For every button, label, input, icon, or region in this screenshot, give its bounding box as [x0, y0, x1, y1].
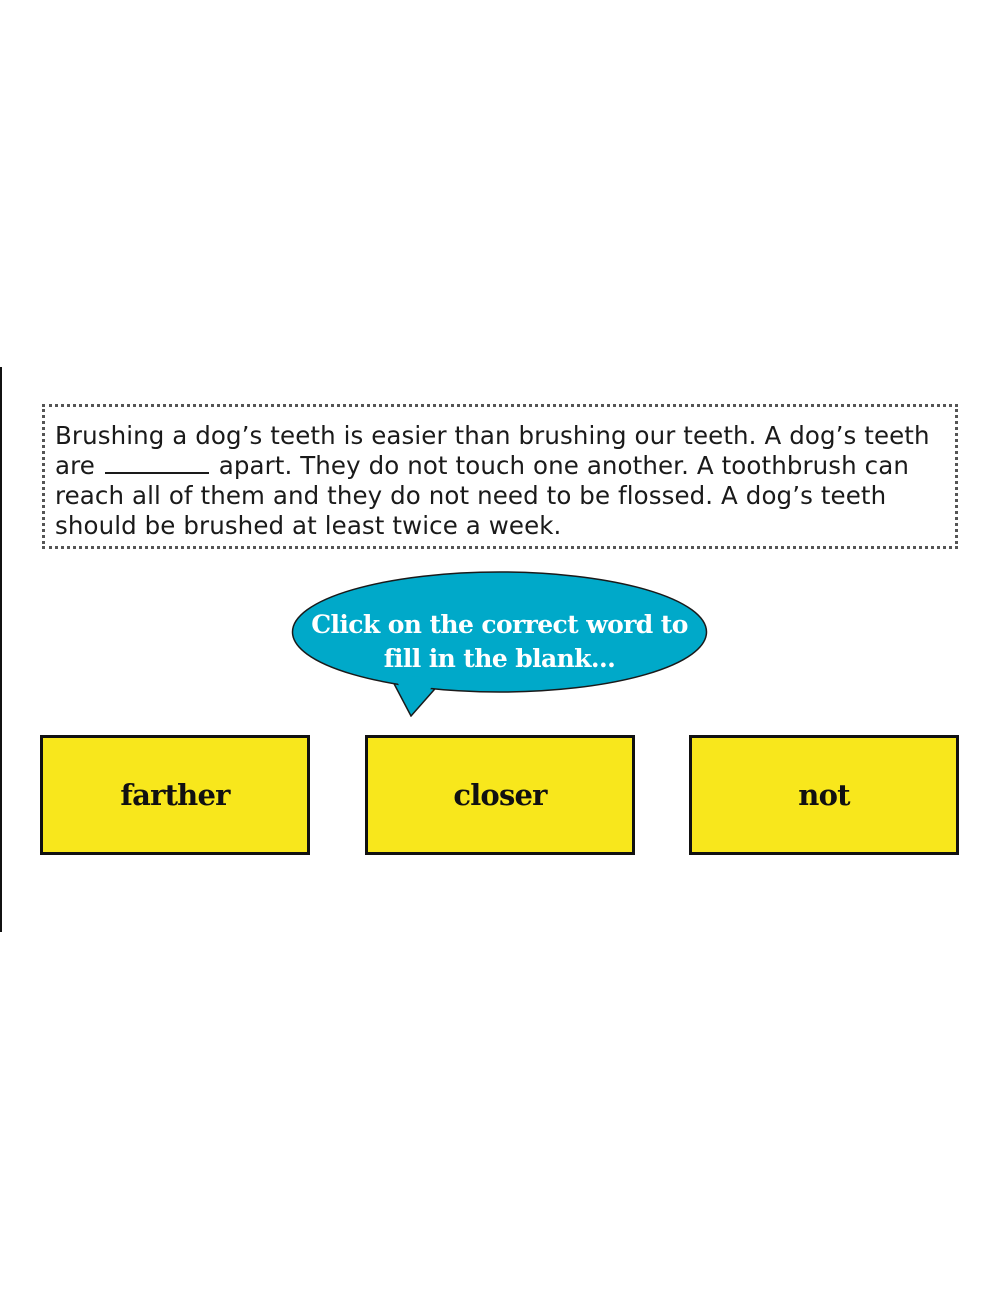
answer-label: farther — [120, 778, 230, 812]
instruction-line-2: fill in the blank... — [383, 644, 616, 673]
answer-blank — [105, 454, 209, 474]
passage-line-3: reach all of them and they do not need to be flossed. A dog’s teeth — [55, 481, 887, 510]
passage-line-2-end: apart. They do not touch one another. A toothbrush can — [218, 451, 909, 480]
passage-line-1: Brushing a dog’s teeth is easier than brushing our teeth. A dog’s teeth — [55, 421, 930, 450]
answer-button-not[interactable] — [689, 735, 959, 855]
answer-label: closer — [453, 778, 547, 812]
answer-button-closer[interactable] — [365, 735, 635, 855]
instruction-line-1: Click on the correct word to — [311, 610, 688, 639]
instruction-speech-bubble — [291, 570, 708, 717]
passage-line-2-start: are — [55, 451, 95, 480]
instruction-text — [291, 608, 708, 676]
slide-left-edge — [0, 367, 2, 932]
answer-button-farther[interactable] — [40, 735, 310, 855]
passage-line-4: should be brushed at least twice a week. — [55, 511, 562, 540]
answer-label: not — [798, 778, 850, 812]
passage-box — [42, 404, 958, 549]
passage-text — [55, 421, 945, 541]
